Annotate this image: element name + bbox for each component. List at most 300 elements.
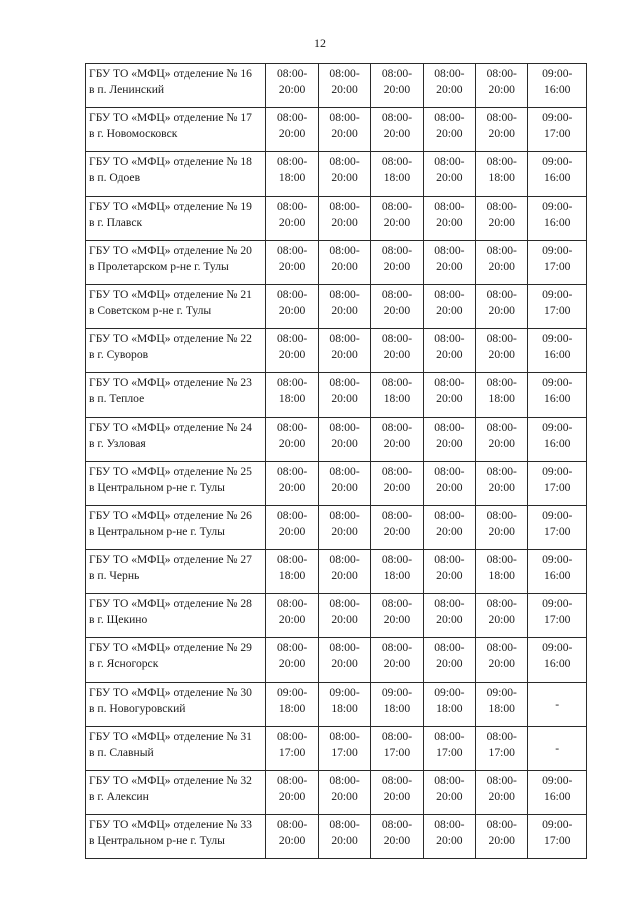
table-row: [86, 771, 587, 815]
hours-text: 09:00-: [542, 774, 573, 787]
hours-text: 08:00-: [329, 243, 360, 257]
hours-text: 08:00-: [277, 243, 308, 257]
hours-text: 20:00: [488, 834, 515, 848]
hours-text: 08:00-: [277, 464, 308, 478]
office-title: ГБУ ТО «МФЦ» отделение № 29: [89, 641, 252, 655]
hours-cell: [371, 152, 423, 196]
hours-text: 20:00: [383, 215, 411, 229]
schedule-table-body: [86, 64, 587, 859]
hours-cell: [318, 373, 370, 417]
hours-text: 08:00-: [486, 332, 517, 346]
hours-text: 08:00-: [434, 774, 465, 787]
hours-text: 17:00: [383, 745, 411, 759]
hours-text: 20:00: [331, 613, 358, 627]
hours-text: 08:00-: [486, 420, 517, 434]
office-location: в п. Ленинский: [89, 83, 165, 96]
hours-text: 17:00: [278, 745, 306, 759]
hours-cell: [371, 461, 423, 505]
hours-text: 08:00-: [329, 818, 360, 832]
hours-text: 20:00: [436, 613, 463, 627]
hours-text: 09:00-: [542, 818, 573, 832]
office-title: ГБУ ТО «МФЦ» отделение № 27: [89, 553, 252, 567]
hours-cell: [423, 284, 475, 328]
hours-text: 08:00-: [434, 287, 465, 301]
table-row: [86, 726, 587, 770]
hours-text: 08:00-: [277, 553, 308, 567]
hours-cell: [266, 682, 318, 726]
hours-cell: [423, 726, 475, 770]
hours-text: 20:00: [488, 524, 515, 538]
hours-text: 20:00: [278, 436, 306, 450]
hours-cell: [423, 594, 475, 638]
hours-text: 20:00: [278, 657, 306, 671]
page-number: 12: [314, 36, 326, 50]
hours-text: 16:00: [544, 83, 571, 96]
hours-text: 20:00: [331, 524, 358, 538]
office-location: в Центральном р-не г. Тулы: [89, 480, 225, 494]
hours-text: 17:00: [544, 303, 571, 317]
hours-cell: [266, 505, 318, 549]
hours-text: 20:00: [278, 834, 306, 848]
hours-text: 20:00: [488, 215, 515, 229]
office-title: ГБУ ТО «МФЦ» отделение № 17: [89, 111, 252, 125]
hours-text: 18:00: [488, 701, 515, 715]
office-title: ГБУ ТО «МФЦ» отделение № 20: [89, 243, 252, 257]
hours-text: 18:00: [278, 569, 306, 583]
hours-text: 20:00: [488, 259, 515, 273]
office-location: в п. Одоев: [89, 171, 141, 185]
office-name-cell: [86, 64, 266, 108]
hours-cell: [371, 64, 423, 108]
table-row: [86, 638, 587, 682]
hours-text: 08:00-: [329, 287, 360, 301]
hours-cell: [528, 373, 587, 417]
hours-text: 08:00-: [434, 818, 465, 832]
hours-cell: [423, 329, 475, 373]
hours-cell: [476, 682, 528, 726]
hours-text: 17:00: [544, 524, 571, 538]
hours-cell: [266, 64, 318, 108]
hours-text: 08:00-: [329, 420, 360, 434]
hours-text: 08:00-: [329, 67, 360, 80]
hours-text: 20:00: [331, 215, 358, 229]
hours-text: 08:00-: [434, 111, 465, 125]
hours-text: 20:00: [331, 392, 358, 406]
hours-text: 20:00: [331, 436, 358, 450]
hours-cell: [318, 461, 370, 505]
hours-cell: [266, 461, 318, 505]
hours-cell: [318, 682, 370, 726]
hours-text: 18:00: [383, 701, 411, 715]
hours-cell: [528, 550, 587, 594]
hours-cell: [476, 815, 528, 859]
hours-cell: [476, 505, 528, 549]
office-title: ГБУ ТО «МФЦ» отделение № 24: [89, 420, 252, 434]
hours-text: 08:00-: [486, 818, 517, 832]
hours-text: 20:00: [278, 303, 306, 317]
hours-text: 20:00: [436, 127, 463, 141]
hours-text: 20:00: [331, 83, 358, 96]
hours-cell: [528, 771, 587, 815]
hours-text: 08:00-: [277, 729, 308, 743]
hours-text: 08:00-: [434, 641, 465, 655]
office-location: в Центральном р-не г. Тулы: [89, 834, 225, 848]
hours-text: 09:00-: [486, 685, 517, 699]
hours-cell: [371, 329, 423, 373]
hours-cell: [476, 284, 528, 328]
hours-cell: [266, 284, 318, 328]
hours-text: 08:00-: [277, 155, 308, 169]
hours-cell: [266, 726, 318, 770]
hours-text: 08:00-: [486, 111, 517, 125]
hours-cell: [528, 284, 587, 328]
schedule-table: [85, 63, 587, 859]
office-name-cell: [86, 550, 266, 594]
office-location: в п. Новогуровский: [89, 701, 186, 715]
table-row: [86, 196, 587, 240]
hours-cell: [318, 726, 370, 770]
hours-text: 20:00: [488, 480, 515, 494]
office-name-cell: [86, 726, 266, 770]
hours-text: 20:00: [331, 834, 358, 848]
hours-text: 08:00-: [329, 597, 360, 611]
hours-text: 08:00-: [277, 774, 308, 787]
table-row: [86, 594, 587, 638]
hours-text: 08:00-: [381, 464, 413, 478]
hours-cell: [318, 417, 370, 461]
hours-text: 20:00: [383, 524, 411, 538]
hours-cell: [266, 152, 318, 196]
hours-text: 08:00-: [277, 641, 308, 655]
hours-text: 20:00: [488, 613, 515, 627]
hours-cell: [476, 64, 528, 108]
hours-text: 20:00: [331, 657, 358, 671]
hours-cell: [423, 152, 475, 196]
hours-cell: [318, 638, 370, 682]
hours-text: 08:00-: [381, 332, 413, 346]
table-row: [86, 550, 587, 594]
hours-text: 09:00-: [542, 376, 573, 390]
hours-text: 18:00: [331, 701, 358, 715]
hours-cell: [423, 373, 475, 417]
hours-cell: [371, 373, 423, 417]
hours-text: 20:00: [331, 480, 358, 494]
hours-text: 08:00-: [486, 508, 517, 522]
hours-text: 08:00-: [329, 332, 360, 346]
hours-text: 09:00-: [434, 685, 465, 699]
hours-text: 18:00: [488, 171, 515, 185]
hours-text: 08:00-: [329, 464, 360, 478]
hours-cell: [476, 108, 528, 152]
table-row: [86, 461, 587, 505]
table-row: [86, 329, 587, 373]
hours-text: 20:00: [278, 259, 306, 273]
hours-text: 08:00-: [486, 376, 517, 390]
hours-cell: [266, 594, 318, 638]
hours-text: 08:00-: [486, 641, 517, 655]
hours-cell: [318, 771, 370, 815]
office-title: ГБУ ТО «МФЦ» отделение № 19: [89, 199, 252, 213]
hours-text: 17:00: [544, 480, 571, 494]
hours-cell: [528, 594, 587, 638]
hours-text: 09:00-: [542, 287, 573, 301]
hours-text: 20:00: [488, 348, 515, 362]
hours-cell: [266, 638, 318, 682]
office-title: ГБУ ТО «МФЦ» отделение № 21: [89, 287, 252, 301]
hours-cell: [371, 108, 423, 152]
hours-text: 17:00: [544, 613, 571, 627]
hours-text: 18:00: [383, 569, 411, 583]
hours-cell: [423, 771, 475, 815]
hours-text: 08:00-: [434, 199, 465, 213]
office-title: ГБУ ТО «МФЦ» отделение № 33: [89, 818, 252, 832]
hours-text: 08:00-: [381, 111, 413, 125]
hours-cell: [528, 152, 587, 196]
hours-text: 18:00: [383, 171, 411, 185]
office-name-cell: [86, 196, 266, 240]
hours-text: 20:00: [436, 480, 463, 494]
hours-cell: [423, 461, 475, 505]
hours-text: 08:00-: [381, 597, 413, 611]
office-location: в п. Чернь: [89, 569, 140, 583]
office-name-cell: [86, 329, 266, 373]
hours-text: 09:00-: [542, 641, 573, 655]
table-row: [86, 284, 587, 328]
hours-cell: [266, 108, 318, 152]
hours-text: 18:00: [278, 392, 306, 406]
hours-text: 08:00-: [381, 641, 413, 655]
hours-cell: [266, 417, 318, 461]
hours-text: 08:00-: [277, 287, 308, 301]
hours-text: 08:00-: [486, 464, 517, 478]
hours-text: 08:00-: [486, 287, 517, 301]
hours-text: 08:00-: [277, 199, 308, 213]
hours-cell: [423, 108, 475, 152]
hours-cell: [528, 240, 587, 284]
hours-text: 20:00: [488, 83, 515, 96]
hours-cell: [371, 550, 423, 594]
hours-text: 20:00: [436, 303, 463, 317]
hours-text: 18:00: [436, 701, 463, 715]
hours-cell: [423, 417, 475, 461]
hours-text: 08:00-: [486, 553, 517, 567]
hours-text: 20:00: [436, 569, 463, 583]
hours-cell: [423, 682, 475, 726]
office-title: ГБУ ТО «МФЦ» отделение № 30: [89, 685, 252, 699]
hours-text: 20:00: [331, 303, 358, 317]
hours-text: 08:00-: [277, 67, 308, 80]
hours-text: 08:00-: [381, 420, 413, 434]
office-name-cell: [86, 108, 266, 152]
hours-cell: [476, 240, 528, 284]
hours-text: 20:00: [488, 436, 515, 450]
hours-text: 09:00-: [542, 199, 573, 213]
hours-cell: [476, 726, 528, 770]
hours-text: 08:00-: [486, 243, 517, 257]
table-row: [86, 682, 587, 726]
hours-cell: [371, 771, 423, 815]
hours-text: 08:00-: [277, 818, 308, 832]
hours-text: 08:00-: [486, 199, 517, 213]
hours-cell: [318, 240, 370, 284]
table-row: [86, 108, 587, 152]
hours-cell: [318, 196, 370, 240]
hours-text: 08:00-: [434, 332, 465, 346]
hours-text: 20:00: [488, 127, 515, 141]
hours-text: 18:00: [488, 392, 515, 406]
table-row: [86, 505, 587, 549]
hours-text: 08:00-: [434, 376, 465, 390]
hours-text: 20:00: [436, 392, 463, 406]
hours-text: 20:00: [436, 524, 463, 538]
office-name-cell: [86, 771, 266, 815]
hours-text: 20:00: [383, 436, 411, 450]
hours-cell: -: [528, 682, 587, 726]
hours-cell: [371, 594, 423, 638]
hours-text: 09:00-: [542, 67, 573, 80]
hours-text: 08:00-: [381, 729, 413, 743]
hours-cell: [318, 329, 370, 373]
hours-text: 20:00: [436, 657, 463, 671]
hours-text: 08:00-: [329, 641, 360, 655]
hours-cell: [528, 461, 587, 505]
hours-text: 08:00-: [486, 597, 517, 611]
hours-text: 17:00: [544, 259, 571, 273]
hours-cell: [423, 505, 475, 549]
hours-cell: [266, 771, 318, 815]
hours-text: 08:00-: [277, 420, 308, 434]
hours-text: 18:00: [488, 569, 515, 583]
hours-text: 20:00: [383, 348, 411, 362]
table-row: [86, 373, 587, 417]
hours-cell: [476, 550, 528, 594]
office-location: в Центральном р-не г. Тулы: [89, 524, 225, 538]
hours-text: 20:00: [331, 790, 358, 803]
office-name-cell: [86, 594, 266, 638]
hours-cell: [476, 594, 528, 638]
table-row: [86, 240, 587, 284]
hours-cell: [266, 373, 318, 417]
hours-cell: [371, 638, 423, 682]
office-title: ГБУ ТО «МФЦ» отделение № 18: [89, 155, 252, 169]
hours-text: 08:00-: [277, 376, 308, 390]
office-location: в г. Узловая: [89, 436, 146, 450]
hours-text: 08:00-: [381, 818, 413, 832]
hours-cell: [476, 638, 528, 682]
hours-text: 08:00-: [381, 553, 413, 567]
office-location: в г. Алексин: [89, 790, 149, 803]
hours-cell: [371, 417, 423, 461]
hours-cell: [423, 196, 475, 240]
hours-text: 20:00: [383, 657, 411, 671]
hours-cell: [423, 240, 475, 284]
hours-text: 08:00-: [381, 67, 413, 80]
hours-text: 08:00-: [486, 729, 517, 743]
hours-text: 17:00: [544, 834, 571, 848]
hours-text: 20:00: [436, 171, 463, 185]
hours-text: 20:00: [436, 348, 463, 362]
hours-cell: [318, 594, 370, 638]
hours-cell: [371, 240, 423, 284]
office-name-cell: [86, 505, 266, 549]
hours-cell: [371, 726, 423, 770]
office-name-cell: [86, 682, 266, 726]
office-title: ГБУ ТО «МФЦ» отделение № 25: [89, 464, 252, 478]
hours-cell: [371, 505, 423, 549]
hours-text: 20:00: [331, 171, 358, 185]
hours-text: 08:00-: [329, 376, 360, 390]
hours-text: 09:00-: [542, 464, 573, 478]
hours-cell: [371, 284, 423, 328]
hours-text: 08:00-: [486, 67, 517, 80]
hours-cell: [423, 815, 475, 859]
hours-text: 08:00-: [381, 155, 413, 169]
hours-text: 20:00: [383, 127, 411, 141]
hours-cell: [476, 152, 528, 196]
hours-text: 09:00-: [542, 508, 573, 522]
hours-text: 20:00: [383, 790, 411, 803]
hours-cell: [318, 505, 370, 549]
office-title: ГБУ ТО «МФЦ» отделение № 26: [89, 508, 252, 522]
hours-text: 20:00: [278, 480, 306, 494]
office-location: в Пролетарском р-не г. Тулы: [89, 259, 229, 273]
hours-text: 08:00-: [434, 155, 465, 169]
hours-text: 20:00: [383, 303, 411, 317]
hours-cell: [371, 196, 423, 240]
office-name-cell: [86, 152, 266, 196]
hours-text: 17:00: [488, 745, 515, 759]
hours-cell: [528, 329, 587, 373]
hours-text: 09:00-: [277, 685, 308, 699]
hours-text: 20:00: [383, 613, 411, 627]
hours-text: 18:00: [278, 701, 306, 715]
office-location: в г. Плавск: [89, 215, 143, 229]
hours-text: 16:00: [544, 215, 571, 229]
hours-text: 08:00-: [329, 508, 360, 522]
hours-cell: [528, 108, 587, 152]
hours-text: 18:00: [278, 171, 306, 185]
hours-text: 08:00-: [486, 155, 517, 169]
hours-text: 08:00-: [381, 287, 413, 301]
hours-text: 08:00-: [381, 376, 413, 390]
hours-text: 20:00: [331, 259, 358, 273]
hours-text: 20:00: [278, 613, 306, 627]
hours-text: 09:00-: [542, 420, 573, 434]
hours-cell: [528, 64, 587, 108]
office-title: ГБУ ТО «МФЦ» отделение № 22: [89, 332, 252, 346]
office-title: ГБУ ТО «МФЦ» отделение № 23: [89, 376, 252, 390]
hours-cell: [266, 240, 318, 284]
hours-text: 20:00: [278, 127, 306, 141]
hours-text: 20:00: [436, 215, 463, 229]
hours-text: 16:00: [544, 569, 571, 583]
hours-text: 20:00: [436, 834, 463, 848]
table-row: [86, 815, 587, 859]
hours-text: 08:00-: [434, 420, 465, 434]
hours-text: 16:00: [544, 790, 571, 803]
office-location: в п. Теплое: [89, 392, 145, 406]
hours-text: 16:00: [544, 392, 571, 406]
hours-text: 20:00: [331, 569, 358, 583]
hours-cell: [528, 196, 587, 240]
hours-cell: [318, 815, 370, 859]
hours-text: 20:00: [331, 127, 358, 141]
hours-cell: [371, 815, 423, 859]
hours-text: 08:00-: [381, 774, 413, 787]
office-location: в п. Славный: [89, 745, 154, 759]
hours-text: 20:00: [278, 215, 306, 229]
hours-text: 08:00-: [434, 243, 465, 257]
